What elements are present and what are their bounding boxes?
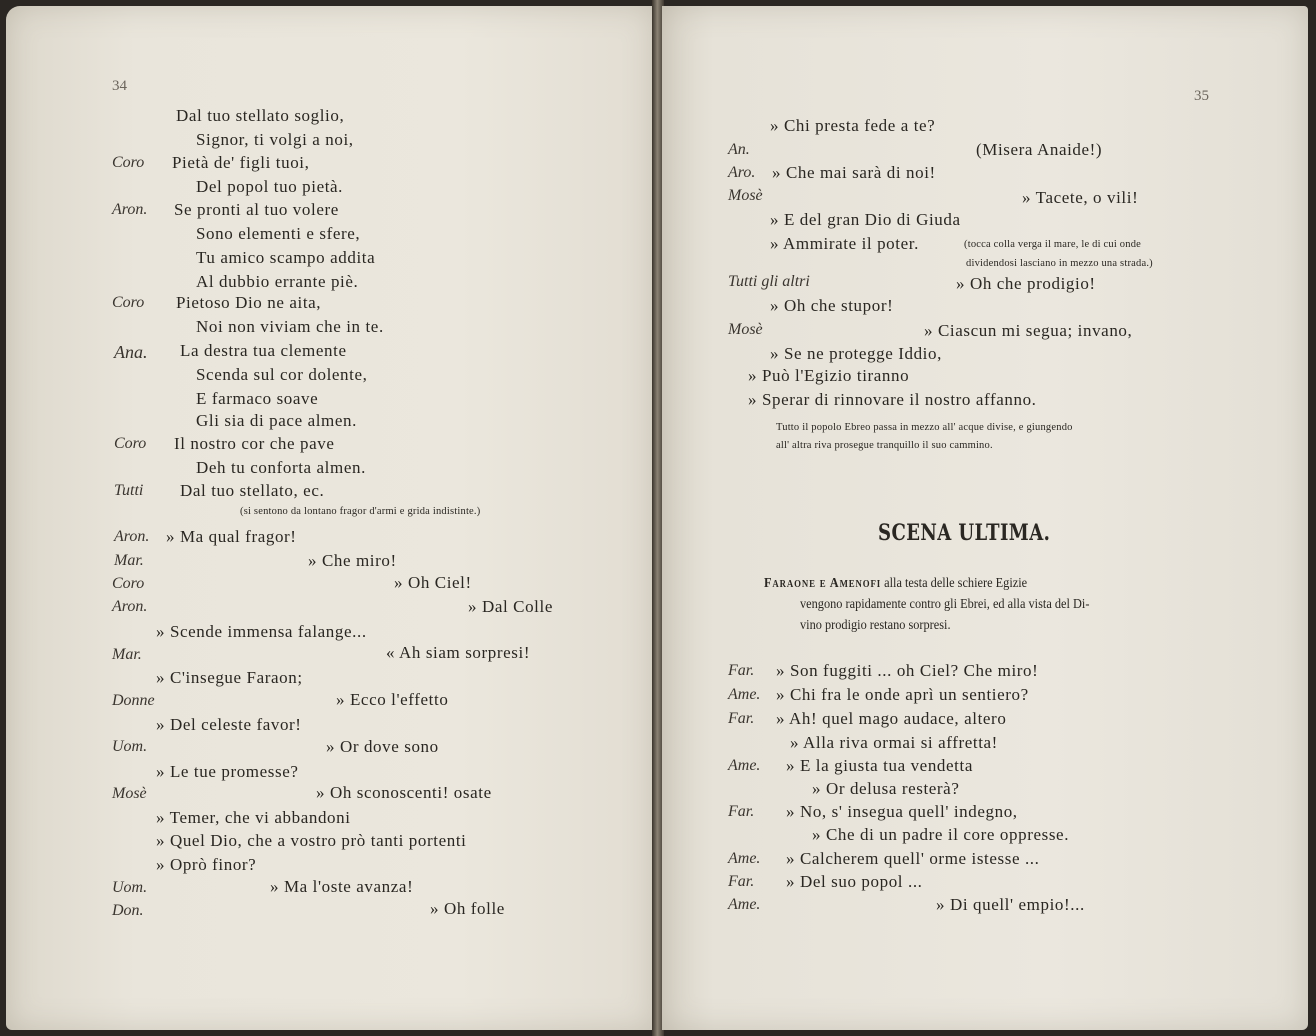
verse-line: » Or dove sono [326,737,439,756]
stage-direction: (tocca colla verga il mare, le di cui onde [964,239,1142,250]
speaker-label: Aron. [112,201,148,218]
character-names: Faraone e Amenofi [764,576,882,591]
verse-line: Dal tuo stellato, ec. [180,481,325,500]
verse-line: » Di quell' empio!... [936,895,1085,914]
verse-line: » Ciascun mi segua; invano, [924,321,1133,340]
verse-line: » Del suo popol ... [786,872,923,891]
speaker-label: Far. [728,873,755,890]
left-page [6,6,654,1030]
verse-line: » Scende immensa falange... [156,622,367,641]
verse-line: » Del celeste favor! [156,715,302,734]
scene-description: vengono rapidamente contro gli Ebrei, ed alla vista del Di- [800,597,1090,612]
verse-line: » Oh folle [430,899,505,918]
verse-line: » Chi presta fede a te? [770,116,936,135]
verse-line: » E la giusta tua vendetta [786,756,973,775]
verse-line: Deh tu conforta almen. [196,458,366,477]
speaker-label: Ame. [728,896,761,913]
verse-line: » Che mai sarà di noi! [772,163,936,182]
verse-line: » Può l'Egizio tiranno [748,366,910,385]
verse-line: » Dal Colle [468,597,553,616]
verse-line: » Ma l'oste avanza! [270,877,414,896]
speaker-label: Coro [112,154,145,171]
speaker-label: Don. [112,902,144,919]
speaker-label: Coro [112,294,145,311]
speaker-label: Uom. [112,738,148,755]
verse-line: La destra tua clemente [180,341,347,360]
verse-line: Scenda sul cor dolente, [196,365,368,384]
verse-line: E farmaco soave [196,389,319,408]
verse-line: » Ecco l'effetto [336,690,449,709]
verse-line: » Quel Dio, che a vostro prò tanti portenti [156,831,467,850]
speaker-label: Ame. [728,850,761,867]
verse-line: » Sperar di rinnovare il nostro affanno. [748,390,1037,409]
speaker-label: Mar. [114,552,144,569]
verse-line: Noi non viviam che in te. [196,317,384,336]
speaker-label: Ana. [114,342,148,362]
verse-line: Sono elementi e sfere, [196,224,361,243]
stage-direction: dividendosi lasciano in mezzo una strada.) [966,258,1153,269]
speaker-label: Mar. [112,646,142,663]
verse-line: » Che di un padre il core oppresse. [812,825,1070,844]
verse-line: » Son fuggiti ... oh Ciel? Che miro! [776,661,1039,680]
stage-direction: all' altra riva prosegue tranquillo il suo cammino. [776,440,993,451]
verse-line: » Oh Ciel! [394,573,472,592]
speaker-label: Aron. [112,598,148,615]
verse-line: » E del gran Dio di Giuda [770,210,961,229]
verse-line: » Or delusa resterà? [812,779,960,798]
speaker-label: Uom. [112,879,148,896]
stage-direction: Tutto il popolo Ebreo passa in mezzo all' acque divise, e giungendo [776,422,1073,433]
verse-line: Pietà de' figli tuoi, [172,153,310,172]
verse-line: Pietoso Dio ne aita, [176,293,322,312]
speaker-label: An. [728,141,750,158]
verse-line: » Oh che stupor! [770,296,894,315]
verse-line: Al dubbio errante piè. [196,272,359,291]
verse-line: Il nostro cor che pave [174,434,335,453]
verse-line: Dal tuo stellato soglio, [176,106,345,125]
verse-line: (Misera Anaide!) [976,140,1103,159]
verse-line: » Ah! quel mago audace, altero [776,709,1007,728]
verse-line: Del popol tuo pietà. [196,177,344,196]
verse-line: » Tacete, o vili! [1022,188,1139,207]
verse-line: Se pronti al tuo volere [174,200,339,219]
verse-line: Tu amico scampo addita [196,248,376,267]
verse-line: » Se ne protegge Iddio, [770,344,942,363]
page-number: 35 [1194,88,1209,104]
speaker-label: Tutti [114,482,144,499]
page-number: 34 [112,78,127,94]
verse-line: Gli sia di pace almen. [196,411,357,430]
verse-line: » Alla riva ormai si affretta! [790,733,998,752]
speaker-label: Far. [728,662,755,679]
verse-line: » Le tue promesse? [156,762,299,781]
speaker-label: Ame. [728,757,761,774]
right-page [662,6,1308,1030]
verse-line: » Oprò finor? [156,855,257,874]
verse-line: « Ah siam sorpresi! [386,643,531,662]
verse-line: » C'insegue Faraon; [156,668,303,687]
speaker-label: Coro [114,435,147,452]
speaker-label: Aron. [114,528,150,545]
verse-line: » Oh sconoscenti! osate [316,783,492,802]
speaker-label: Mosè [728,321,763,338]
speaker-label: Coro [112,575,145,592]
speaker-label: Far. [728,710,755,727]
speaker-label: Ame. [728,686,761,703]
speaker-label: Mosè [112,785,147,802]
speaker-label: Far. [728,803,755,820]
verse-line: » Temer, che vi abbandoni [156,808,351,827]
speaker-label: Aro. [728,164,756,181]
verse-line: Signor, ti volgi a noi, [196,130,354,149]
speaker-label: Tutti gli altri [728,273,810,290]
verse-line: » Ma qual fragor! [166,527,297,546]
stage-direction: (si sentono da lontano fragor d'armi e grida indistinte.) [240,506,481,517]
scene-description: vino prodigio restano sorpresi. [800,618,951,633]
verse-line: » Chi fra le onde aprì un sentiero? [776,685,1029,704]
speaker-label: Donne [112,692,155,709]
verse-line: » Che miro! [308,551,397,570]
scene-heading: SCENA ULTIMA. [878,520,1051,546]
speaker-label: Mosè [728,187,763,204]
verse-line: » No, s' insegua quell' indegno, [786,802,1018,821]
scene-description: Faraone e Amenofi alla testa delle schiere Egizie [764,576,1028,591]
verse-line: » Oh che prodigio! [956,274,1096,293]
verse-line: » Ammirate il poter. [770,234,919,253]
verse-line: » Calcherem quell' orme istesse ... [786,849,1040,868]
